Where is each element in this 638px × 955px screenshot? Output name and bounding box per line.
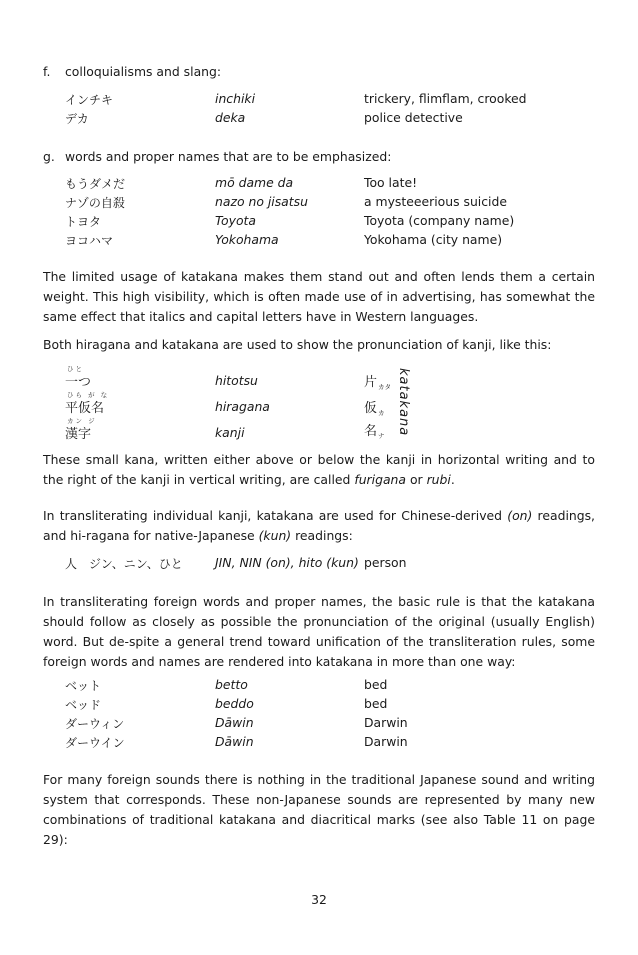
furigana-row1-romaji: hitotsu: [215, 373, 258, 388]
paragraph-foreign-words: In transliterating foreign words and proper names, the basic rule is that the katakana should follow as closely as possible the pronunciation of the original (usually English) word. But de-spite a general trend toward unification of the transliteration rules, some foreign words and names are rendered into katakana in more than one way:: [43, 594, 595, 669]
furigana-row1-ruby: ひと: [67, 365, 84, 373]
loan-row2-romaji: beddo: [215, 696, 254, 711]
row-g3-meaning: Toyota (company name): [364, 213, 515, 228]
row-g2-japanese: ナゾの自殺: [65, 196, 125, 210]
loan-row1-meaning: bed: [364, 677, 388, 692]
row-f1-japanese: インチキ: [65, 93, 114, 107]
row-g4-romaji: Yokohama: [215, 232, 279, 247]
paragraph-pronunciation-intro: Both hiragana and katakana are used to show the pronunciation of kanji, like this:: [43, 337, 552, 352]
reading-example-romaji: JIN, NIN (on), hito (kun): [215, 555, 359, 570]
katakana-vertical-label: katakana: [396, 368, 411, 437]
section-f-heading: [43, 64, 50, 79]
furigana-row1-kanji: 一つ: [65, 375, 92, 390]
section-g-title: words and proper names that are to be emphasized:: [65, 149, 392, 164]
row-g2-meaning: a mysteeerious suicide: [364, 194, 507, 209]
loan-row1-japanese: ベット: [65, 679, 102, 693]
katakana-row2-kanji: 仮$_カ$: [364, 401, 385, 417]
row-g1-meaning: Too late!: [364, 175, 418, 190]
furigana-row3-romaji: kanji: [215, 425, 245, 440]
furigana-row2-kanji: 平仮名: [65, 401, 105, 416]
paragraph-non-japanese-sounds: For many foreign sounds there is nothing in the traditional Japanese sound and writing system that corresponds. These non-Japanese sounds are represented by many new combinations of traditional katakana and diacritical marks (see also Table 11 on page 29):: [43, 772, 595, 847]
section-f-marker: f.: [43, 64, 51, 79]
loan-row3-japanese: ダーウィン: [65, 717, 125, 731]
furigana-row2-ruby: ひら が な: [67, 391, 110, 399]
reading-example-meaning: person: [364, 555, 407, 570]
furigana-row2-romaji: hiragana: [215, 399, 270, 414]
loan-row3-meaning: Darwin: [364, 715, 408, 730]
row-g4-japanese: ヨコハマ: [65, 234, 114, 248]
row-f1-romaji: inchiki: [215, 91, 256, 106]
loan-row4-meaning: Darwin: [364, 734, 408, 749]
page-number: 32: [311, 892, 327, 907]
loan-row2-meaning: bed: [364, 696, 388, 711]
row-g1-japanese: もうダメだ: [65, 177, 126, 191]
paragraph-on-kun-readings: In transliterating individual kanji, katakana are used for Chinese-derived (on) readings, and hi-ragana for native-Japanese (kun) readings:: [43, 508, 595, 543]
row-g3-japanese: トヨタ: [65, 215, 102, 229]
paragraph-furigana-definition: These small kana, written either above or below the kanji in horizontal writing and to the right of the kanji in vertical writing, are called furigana or rubi.: [43, 452, 595, 487]
section-g-marker: g.: [43, 149, 55, 164]
loan-row3-romaji: Dāwin: [215, 715, 254, 730]
row-f1-meaning: trickery, flimflam, crooked: [364, 91, 527, 106]
section-f-title: colloquialisms and slang:: [65, 64, 222, 79]
row-g1-romaji: mō dame da: [215, 175, 294, 190]
loan-row2-japanese: ベッド: [65, 698, 102, 712]
reading-example-japanese: 人 ジン、ニン、ひと: [65, 557, 183, 571]
loan-row4-japanese: ダーウイン: [65, 736, 125, 750]
row-f2-romaji: deka: [215, 110, 246, 125]
furigana-row3-ruby: カン ジ: [67, 417, 97, 425]
paragraph-katakana-usage: The limited usage of katakana makes them stand out and often lends them a certain weight. This high visibility, which is often made use of in advertising, has somewhat the same effect that italics and capital letters have in Western languages.: [43, 269, 595, 324]
row-f2-meaning: police detective: [364, 110, 463, 125]
row-g4-meaning: Yokohama (city name): [364, 232, 503, 247]
furigana-row3-kanji: 漢字: [65, 427, 92, 442]
row-g3-romaji: Toyota: [215, 213, 256, 228]
katakana-row1-kanji: 片$_{カタ}$: [364, 375, 392, 391]
row-f2-japanese: デカ: [65, 112, 89, 126]
loan-row1-romaji: betto: [215, 677, 248, 692]
katakana-row3-kanji: 名$_ナ$: [364, 424, 385, 440]
loan-row4-romaji: Dāwin: [215, 734, 254, 749]
row-g2-romaji: nazo no jisatsu: [215, 194, 308, 209]
